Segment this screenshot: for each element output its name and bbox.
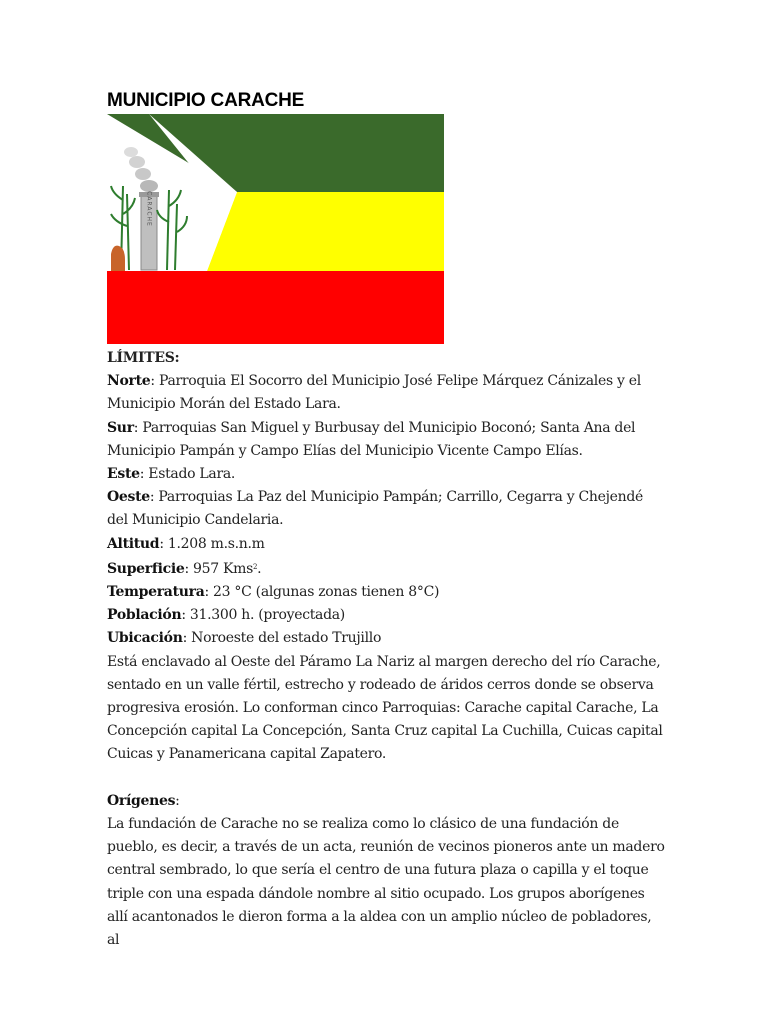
fact-ubicacion <box>107 627 667 650</box>
spacer <box>107 767 667 790</box>
temperatura-label: Temperatura <box>107 584 205 601</box>
superficie-sup: 2 <box>253 562 258 571</box>
oeste-text: : Parroquias La Paz del Municipio Pampán; Carrillo, Cegarra y Chejendé del Municipio Candelaria. <box>107 489 643 529</box>
poblacion-label: Población <box>107 607 182 624</box>
origenes-heading: Orígenes <box>107 792 176 809</box>
fact-superficie <box>107 556 667 581</box>
ubicacion-text: : Noroeste del estado Trujillo <box>182 630 382 647</box>
altitud-text: : 1.208 m.s.n.m <box>159 535 265 552</box>
origenes-colon: : <box>175 792 180 809</box>
flag-red-stripe <box>107 271 444 344</box>
chimney-icon <box>139 191 159 270</box>
superficie-end: . <box>257 560 262 577</box>
limite-oeste <box>107 486 667 532</box>
fact-poblacion <box>107 604 667 627</box>
norte-text: : Parroquia El Socorro del Municipio José Felipe Márquez Cánizales y el Municipio Morán del Estado Lara. <box>107 373 641 413</box>
oeste-label: Oeste <box>107 489 150 506</box>
sur-text: : Parroquias San Miguel y Burbusay del Municipio Boconó; Santa Ana del Municipio Pampán y Campo Elías del Municipio Vicente Campo Elías. <box>107 419 636 459</box>
superficie-text: : 957 Kms <box>184 560 254 577</box>
description-paragraph: Está enclavado al Oeste del Páramo La Nariz al margen derecho del río Carache, sentado en un valle fértil, estrecho y rodeado de áridos cerros donde se observa progresiva erosión. Lo conforman cinco Parroquias: Carache capital Carache, La Concepción capital La Concepción, Santa Cruz capital La Cuchilla, Cuicas capital Cuicas y Panamericana capital Zapatero. <box>107 653 663 763</box>
poblacion-text: : 31.300 h. (proyectada) <box>181 607 345 624</box>
limite-sur <box>107 417 667 463</box>
ubicacion-label: Ubicación <box>107 630 183 647</box>
norte-label: Norte <box>107 373 151 390</box>
clay-figure-icon <box>111 246 125 271</box>
sur-label: Sur <box>107 419 134 436</box>
municipality-flag <box>107 114 444 344</box>
fact-altitud <box>107 533 667 556</box>
chimney-letters: CARACHE <box>145 191 153 227</box>
temperatura-text: : 23 °C (algunas zonas tienen 8°C) <box>204 584 440 601</box>
este-text: : Estado Lara. <box>139 466 236 483</box>
superficie-label: Superficie <box>107 560 185 577</box>
page-title: MUNICIPIO CARACHE <box>107 90 305 111</box>
origenes-paragraph: La fundación de Carache no se realiza como lo clásico de una fundación de pueblo, es decir, a través de un acta, reunión de vecinos pioneros ante un madero central sembrado, lo que sería el centro de una futura plaza o capilla y el toque triple con una espada dándole nombre al sitio ocupado. Los grupos aborígenes allí acantonados le dieron forma a la aldea con un amplio núcleo de pobladores, al <box>107 816 665 949</box>
fact-temperatura <box>107 581 667 604</box>
limite-norte <box>107 370 667 416</box>
limites-heading: LÍMITES: <box>107 350 180 366</box>
limite-este <box>107 463 667 486</box>
este-label: Este <box>107 466 140 483</box>
origenes-heading-line <box>107 790 667 813</box>
document-body <box>107 347 667 952</box>
altitud-label: Altitud <box>107 535 160 552</box>
